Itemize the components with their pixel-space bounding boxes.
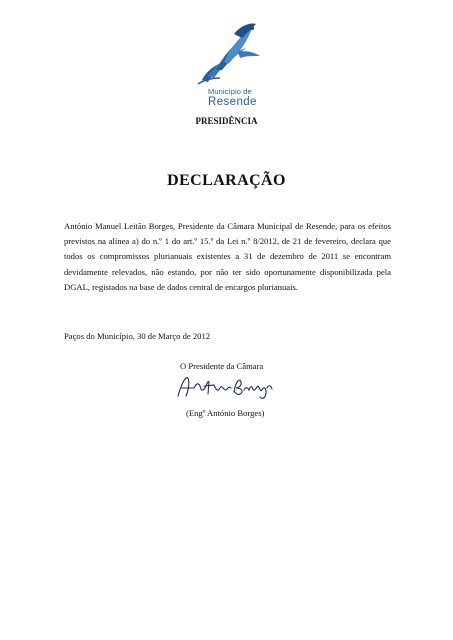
logo-line-resende: Resende [208, 95, 257, 108]
bird-emblem-icon [194, 22, 264, 86]
declaration-body [64, 219, 391, 295]
signatory-name: (Engº António Borges) [186, 408, 265, 418]
signatory-role: O Presidente da Câmara [180, 361, 264, 371]
handwritten-signature [174, 372, 274, 402]
declaration-paragraph: António Manuel Leitão Borges, Presidente da Câmara Municipal de Resende, para os efeitos previstos na alínea a) do n.º 1 do art.º 15.º da Lei n.º 8/2012, de 21 de fevereiro, declara que todos os compromissos plurianuais existentes a 31 de dezembro de 2011 se encontram devidamente relevados, não estando, por não ter sido oportunamente disponibilizada pela DGAL, registados na base de dados central de encargos plurianuais. [64, 221, 391, 292]
municipality-logo [184, 22, 272, 112]
logo-line-municipio: Município de [208, 87, 252, 96]
section-heading: PRESIDÊNCIA [195, 116, 258, 126]
date-line: Paços do Município, 30 de Março de 2012 [64, 331, 211, 341]
logo-text [208, 88, 257, 108]
document-title: DECLARAÇÃO [167, 172, 286, 189]
